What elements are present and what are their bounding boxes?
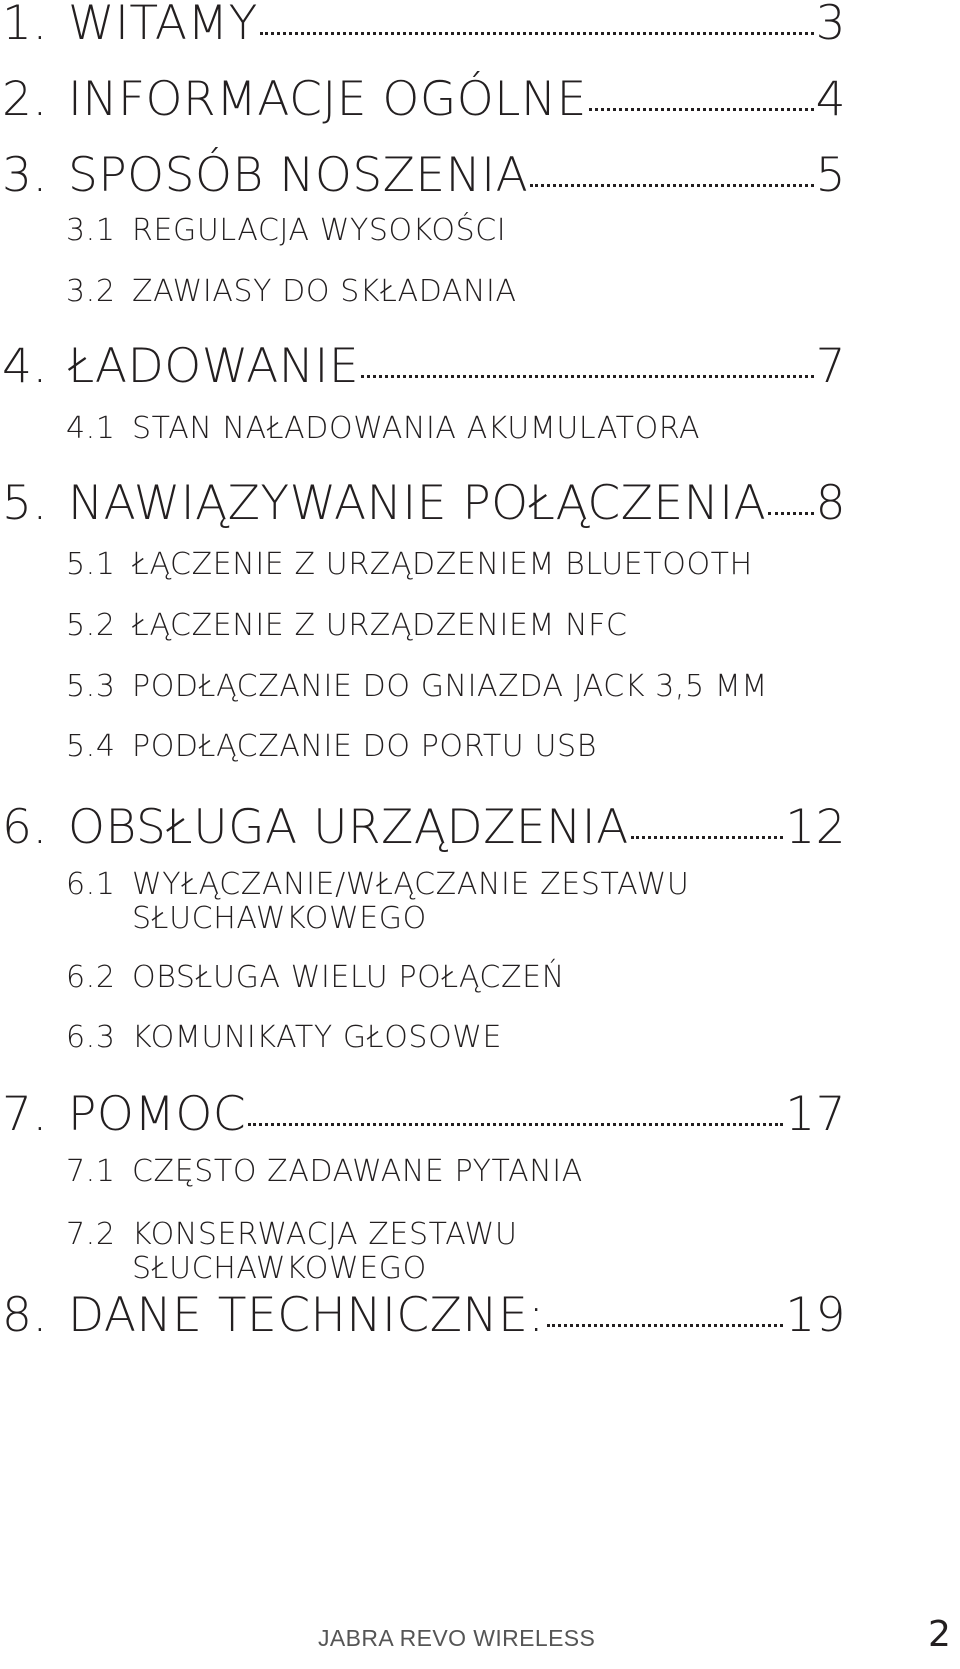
toc-entry-number: 7. [2, 1087, 48, 1142]
toc-subentry-3-1[interactable] [0, 214, 772, 248]
dot-leader [248, 1123, 783, 1126]
toc-entry-8[interactable] [0, 1288, 846, 1343]
toc-subentry-title: KONSERWACJA ZESTAWU SŁUCHAWKOWEGO [132, 1217, 518, 1286]
dot-leader [547, 1324, 784, 1327]
toc-subentry-title: STAN NAŁADOWANIA AKUMULATORA [132, 411, 701, 446]
toc-entry-title: OBSŁUGA URZĄDZENIA [68, 800, 629, 855]
toc-entry-5[interactable] [0, 476, 846, 531]
toc-entry-title: NAWIĄZYWANIE POŁĄCZENIA [68, 476, 767, 531]
dot-leader [530, 184, 813, 187]
toc-subentry-6-1[interactable] [0, 868, 692, 935]
toc-subentry-number: 7.2 [66, 1217, 116, 1252]
toc-subentry-title: REGULACJA WYSOKOŚCI [132, 213, 507, 248]
dot-leader [631, 836, 783, 839]
toc-subentry-title: ŁĄCZENIE Z URZĄDZENIEM NFC [132, 608, 628, 643]
toc-subentry-7-2[interactable] [0, 1218, 772, 1285]
toc-subentry-4-1[interactable] [0, 412, 772, 446]
footer-page-number: 2 [928, 1614, 951, 1655]
toc-subentry-title: OBSŁUGA WIELU POŁĄCZEŃ [132, 960, 565, 995]
toc-subentry-title: KOMUNIKATY GŁOSOWE [132, 1020, 503, 1055]
toc-entry-title: ŁADOWANIE [68, 339, 360, 394]
toc-subentry-number: 5.1 [66, 547, 116, 582]
toc-subentry-title: CZĘSTO ZADAWANE PYTANIA [132, 1154, 583, 1189]
dot-leader [260, 32, 814, 35]
toc-entry-6[interactable] [0, 800, 846, 855]
toc-entry-1[interactable] [0, 0, 846, 51]
toc-entry-number: 1. [2, 0, 48, 51]
toc-subentry-7-1[interactable] [0, 1155, 772, 1189]
toc-subentry-title: PODŁĄCZANIE DO GNIAZDA JACK 3,5 MM [132, 669, 768, 704]
toc-subentry-title: WYŁĄCZANIE/WŁĄCZANIE ZESTAWU SŁUCHAWKOWEGO [132, 867, 690, 936]
toc-subentry-number: 3.1 [66, 213, 116, 248]
toc-entry-2[interactable] [0, 72, 846, 127]
toc-subentry-5-1[interactable] [0, 548, 772, 582]
toc-subentry-number: 5.4 [66, 729, 116, 764]
toc-subentry-5-2[interactable] [0, 609, 772, 643]
dot-leader [768, 512, 813, 515]
dot-leader [589, 108, 814, 111]
toc-entry-page: 5 [815, 148, 846, 203]
toc-entry-number: 3. [2, 148, 48, 203]
toc-entry-page: 7 [815, 339, 846, 394]
toc-entry-title: INFORMACJE OGÓLNE [68, 72, 587, 127]
toc-entry-number: 4. [2, 339, 48, 394]
toc-entry-number: 6. [2, 800, 48, 855]
toc-entry-number: 2. [2, 72, 48, 127]
toc-entry-3[interactable] [0, 148, 846, 203]
toc-entry-title: SPOSÓB NOSZENIA [68, 148, 529, 203]
toc-subentry-title: ZAWIASY DO SKŁADANIA [132, 274, 517, 309]
toc-entry-7[interactable] [0, 1087, 846, 1142]
toc-subentry-5-4[interactable] [0, 730, 772, 764]
toc-subentry-title: PODŁĄCZANIE DO PORTU USB [132, 729, 597, 764]
toc-subentry-title: ŁĄCZENIE Z URZĄDZENIEM BLUETOOTH [132, 547, 753, 582]
toc-entry-title: POMOC [68, 1087, 247, 1142]
toc-entry-number: 8. [2, 1288, 48, 1343]
toc-entry-page: 4 [815, 72, 846, 127]
toc-subentry-number: 5.3 [66, 669, 116, 704]
toc-subentry-number: 6.2 [66, 960, 116, 995]
toc-entry-page: 17 [785, 1087, 846, 1142]
toc-subentry-number: 4.1 [66, 411, 116, 446]
toc-subentry-6-2[interactable] [0, 961, 772, 995]
toc-subentry-number: 6.1 [66, 867, 116, 902]
toc-entry-number: 5. [2, 476, 48, 531]
toc-entry-page: 12 [785, 800, 846, 855]
toc-subentry-number: 6.3 [66, 1020, 116, 1055]
footer-product-name: JABRA REVO WIRELESS [318, 1625, 596, 1651]
toc-subentry-3-2[interactable] [0, 275, 772, 309]
dot-leader [361, 375, 814, 378]
toc-entry-page: 8 [815, 476, 846, 531]
toc-entry-page: 19 [785, 1288, 846, 1343]
toc-subentry-number: 3.2 [66, 274, 116, 309]
toc-entry-title: DANE TECHNICZNE: [68, 1288, 545, 1343]
toc-entry-title: WITAMY [68, 0, 258, 51]
toc-subentry-6-3[interactable] [0, 1021, 772, 1055]
toc-entry-4[interactable] [0, 339, 846, 394]
toc-subentry-5-3[interactable] [0, 670, 772, 704]
toc-subentry-number: 5.2 [66, 608, 116, 643]
toc-subentry-number: 7.1 [66, 1154, 116, 1189]
toc-entry-page: 3 [815, 0, 846, 51]
